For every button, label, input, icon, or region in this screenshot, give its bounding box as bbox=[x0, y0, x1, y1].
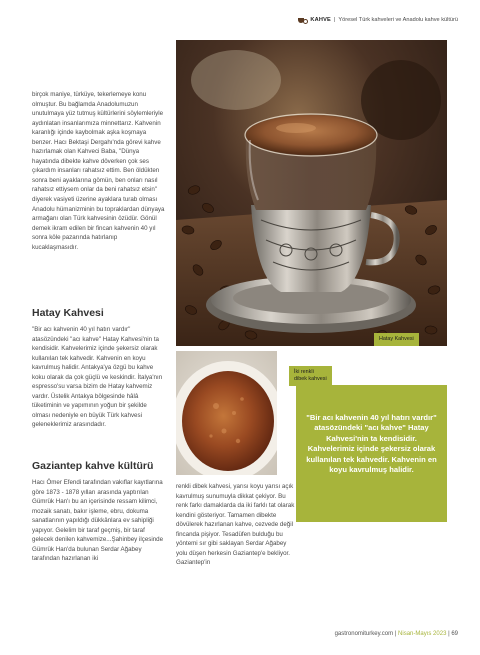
footer-sep-2: | bbox=[448, 631, 450, 637]
coffee-cup-icon bbox=[298, 16, 307, 23]
small-caption-line-2: dibek kahvesi bbox=[294, 376, 327, 382]
hatay-section bbox=[32, 307, 165, 430]
dibek-coffee-photo bbox=[176, 351, 277, 475]
pull-quote-box bbox=[296, 385, 447, 522]
footer-site: gastronomiturkey.com bbox=[334, 631, 394, 637]
hatay-coffee-photo bbox=[176, 40, 447, 346]
gaziantep-continuation-block bbox=[176, 482, 296, 568]
header-separator: | bbox=[333, 16, 336, 23]
intro-paragraph: birçok maniye, türküye, tekerlemeye konu olmuştur. Bu bağlamda Anadolumuzun unutulmaya yüz tutmuş kültürlerini söylemleriyle aydınlatan insanlarımıza minnettarız. Kahvenin karanlığı içinde kaybolmak aşka koşmaya benzer. Hacı Bektaşi Dergahı'nda görevi kahve hazırlamak olan Kahveci Baba, "Dünya hayatında dibekte kahve döverken çok ses çıkardım insanları rahatsız ettim. Ben öldükten sonra beni ayaklarına gömün, ben onları nasıl rahatsız ettiysem onlar da beni rahatsız etsin" diyerek vasiyeti üzerine ayaklara turab olması Anadolu hümanizminin bu topraklardan dünyaya armağanı olan Türk kahvesinin özüdür. Gönül demek ikram edilen bir fincan kahvenin 40 yıl sonra köle pazarında hatırlanıp kucaklaşmasıdır. bbox=[32, 91, 165, 251]
page-footer bbox=[335, 631, 458, 637]
gaziantep-paragraph: Hacı Ömer Efendi tarafından vakıflar kayıtlarına göre 1873 - 1878 yılları arasında yaptırılan Gümrük Han'ı bu an içerisinde ressam kilimci, mozaik sanatı, bakır işleme, ebru, dokuma sanatlarının yapıldığı dükkânlara ev sahipliği yapıyor. Gelelim bir taraf geçmiş, bir taraf gelecek denilen kahvemize...Şahinbey ilçesinde Gümrük Han'da bulunan Serdar Ağabey tarafından hazırlanan iki bbox=[32, 479, 164, 563]
header-subtitle: Yöresel Türk kahveleri ve Anadolu kahve kültürü bbox=[338, 16, 458, 23]
pull-quote-text: "Bir acı kahvenin 40 yıl hatırı vardır" atasözündeki "acı kahve" Hatay Kahvesi'nin ta kendisidir. Kahvelerimiz içinde şekersiz olarak kullanılan tek kahvedir. Kahvenin en koyu kavrulmuş halidir. bbox=[306, 413, 437, 475]
hatay-paragraph: "Bir acı kahvenin 40 yıl hatırı vardır" atasözündeki "acı kahve" Hatay Kahvesi'nin ta kendisidir. Kahvelerimiz içinde şekersiz olarak kullanılan tek kahvedir. Kahvenin en koyu kavrulmuş halidir. Antakya'ya özgü bu kahve koku olarak da çok güçlü ve keskindir. İtalya'nın espresso'su varsa bizim de Hatay kahvemiz vardır. Üstelik Antakya bölgesinde hâlâ tüketiminin ve yapımının yoğun bir şekilde olması nedeniyle en büyük Türk kahvesi geleneklerimiz arasındadır. bbox=[32, 326, 163, 429]
small-photo-caption bbox=[289, 366, 332, 386]
main-photo-caption: Hatay Kahvesi bbox=[374, 333, 419, 346]
gaziantep-heading: Gaziantep kahve kültürü bbox=[32, 460, 154, 472]
section-label: KAHVE bbox=[310, 16, 331, 23]
coffee-cup-illustration bbox=[176, 40, 447, 346]
small-caption-line-1: İki renkli bbox=[294, 369, 314, 375]
dibek-coffee-illustration bbox=[176, 351, 277, 475]
footer-date: Nisan-Mayıs 2023 bbox=[398, 631, 447, 637]
footer-sep-1: | bbox=[394, 631, 397, 637]
gaziantep-continuation: renkli dibek kahvesi, yarısı koyu yarısı açık kavrulmuş sunumuyla dikkat çekiyor. Bu renk farkı damaklarda da iki farklı tat olarak kendini gösteriyor. Tamamen dibekte dövülerek hazırlanan kahve, cezvede değil fincanda pişiyor. Tesadüfen bulduğu bu yöntemi sır gibi saklayan Serdar Ağabey yolu düşen herkesin Gaziantep'e bekliyor. Gaziantep'in bbox=[176, 483, 295, 567]
page-number: 69 bbox=[451, 631, 458, 637]
running-header bbox=[298, 16, 458, 23]
intro-text-block bbox=[32, 90, 165, 252]
gaziantep-section bbox=[32, 460, 165, 564]
hatay-heading: Hatay Kahvesi bbox=[32, 307, 104, 319]
